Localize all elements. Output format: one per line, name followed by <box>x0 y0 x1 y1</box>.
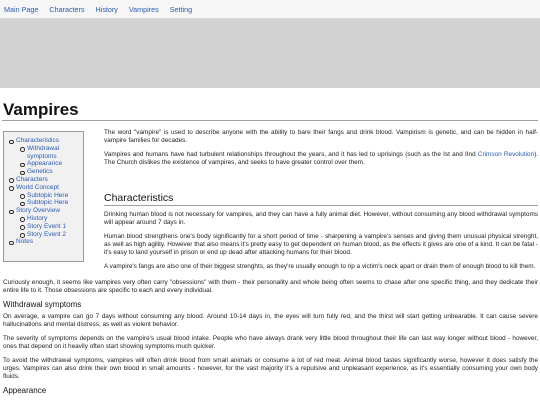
toc-link[interactable]: Characteristics <box>16 137 59 144</box>
withdrawal-paragraph-3: To avoid the withdrawal symptoms, vampires will often drink blood from small animals or consume a lot of red meat. Animal blood tastes significantly worse, however it does satisfy the urges. Vampires can also drink their own blood in small amounts - however, for the vast majority it's a repulsive and unpleasant experience, as it's essentially consuming your own body fluids. <box>3 357 538 380</box>
toc-link[interactable]: Story Overview <box>16 207 61 215</box>
nav-main-page[interactable]: Main Page <box>4 4 39 14</box>
toc-link[interactable]: Story Event 1 <box>27 222 67 230</box>
toc-item-subtopic-2[interactable] <box>27 199 83 207</box>
toc-item-characters[interactable] <box>16 176 83 184</box>
characteristics-heading: Characteristics <box>104 192 174 204</box>
toc-item-characteristics[interactable] <box>16 137 83 145</box>
nav-setting[interactable]: Setting <box>169 4 193 14</box>
toc-link[interactable]: Genetics <box>27 168 53 176</box>
toc-item-withdrawal-symptoms[interactable] <box>27 145 83 161</box>
withdrawal-heading: Withdrawal symptoms <box>3 300 82 309</box>
toc-item-story-event-1[interactable] <box>27 223 83 231</box>
intro-text: ). The Church dislikes the existence of vampires, and seeks to have greater control over them. <box>104 151 539 166</box>
intro-section <box>104 129 538 173</box>
nav-vampires[interactable]: Vampires <box>128 4 159 14</box>
toc-item-story-overview[interactable] <box>16 207 83 215</box>
table-of-contents <box>3 131 84 262</box>
toc-item-subtopic-1[interactable] <box>27 192 83 200</box>
toc-link[interactable]: Subtopic Here <box>27 191 69 199</box>
toc-link[interactable]: Story Event 2 <box>27 230 67 238</box>
characteristics-paragraph-3: A vampire's fangs are also one of their biggest strenghts, as they're usually enough to rip a victim's neck apart or drain them of enough blood to kill them. <box>104 263 536 270</box>
intro-paragraph-1: The word "vampire" is used to describe anyone with the ability to bare their fangs and drink blood. Vampirism is genetic, and can be hidden in half-vampire families for decades. <box>104 129 538 144</box>
characteristics-section <box>104 211 538 277</box>
intro-paragraph-2 <box>104 151 538 167</box>
characteristics-paragraph-2: Human blood strengthens one's body significantly for a short period of time - sharpening a vampire's senses and giving them unusual physical strenght, as well as high agility. However that also means it's pretty easy to get dependent on human blood, as the effects it gives are one of a kind. It can be fatal - it's easy to land yourself in prison or end up dead after attacking humans for their blood. <box>104 233 538 256</box>
title-divider <box>2 120 538 121</box>
header-banner <box>0 19 540 88</box>
toc-link[interactable]: World Concept <box>16 183 59 191</box>
section-divider <box>104 205 538 206</box>
main-content-continued <box>3 279 538 399</box>
toc-link[interactable]: Appearance <box>27 160 63 168</box>
toc-item-notes[interactable] <box>16 238 83 246</box>
toc-link[interactable]: History <box>27 214 48 222</box>
intro-text: Vampires and humans have had turbulent relationships throughout the years, and it has led to uprisings (such as the Ist and IInd <box>104 151 478 158</box>
characteristics-paragraph-4: Curiously enough, it seems like vampires very often carry "obsessions" with them - their personality and whole being often seems to chase after one specific thing, and they dedicate their entire life to it. Those obsessions are specific to each and every individual. <box>3 279 538 294</box>
page-title: Vampires <box>3 100 79 119</box>
appearance-heading: Appearance <box>3 386 47 395</box>
withdrawal-paragraph-1: On average, a vampire can go 7 days without consuming any blood. Around 10-14 days in, the eyes will turn fully red, and the thirst will start getting unbearable. It can cause severe hallucinations and mental distress, as well as violent behavior. <box>3 313 538 328</box>
withdrawal-paragraph-2: The severity of symptoms depends on the vampire's usual blood intake. People who have always drank very little blood throughout their life can last way longer without blood - however, ones that depend on it heavily often start showing symptoms much quicker. <box>3 335 538 350</box>
toc-link[interactable]: Subtopic Here <box>27 199 69 207</box>
toc-link[interactable]: Withdrawal symptoms <box>27 144 60 160</box>
nav-characters[interactable]: Characters <box>49 4 85 14</box>
nav-history[interactable]: History <box>95 4 118 14</box>
toc-item-genetics[interactable] <box>27 168 83 176</box>
crimson-revolution-link[interactable]: Crimson Revolution <box>477 151 535 158</box>
toc-link[interactable]: Characters <box>16 175 48 183</box>
toc-item-story-event-2[interactable] <box>27 231 83 239</box>
top-navigation <box>0 0 540 19</box>
toc-item-world-concept[interactable] <box>16 184 83 192</box>
toc-link[interactable]: Notes <box>16 238 33 246</box>
characteristics-paragraph-1: Drinking human blood is not necessary for vampires, and they can have a fully animal diet. However, without consuming any blood withdrawal symptoms will appear around 7 days in. <box>104 211 538 226</box>
toc-item-appearance[interactable] <box>27 160 83 168</box>
toc-item-history[interactable] <box>27 215 83 223</box>
